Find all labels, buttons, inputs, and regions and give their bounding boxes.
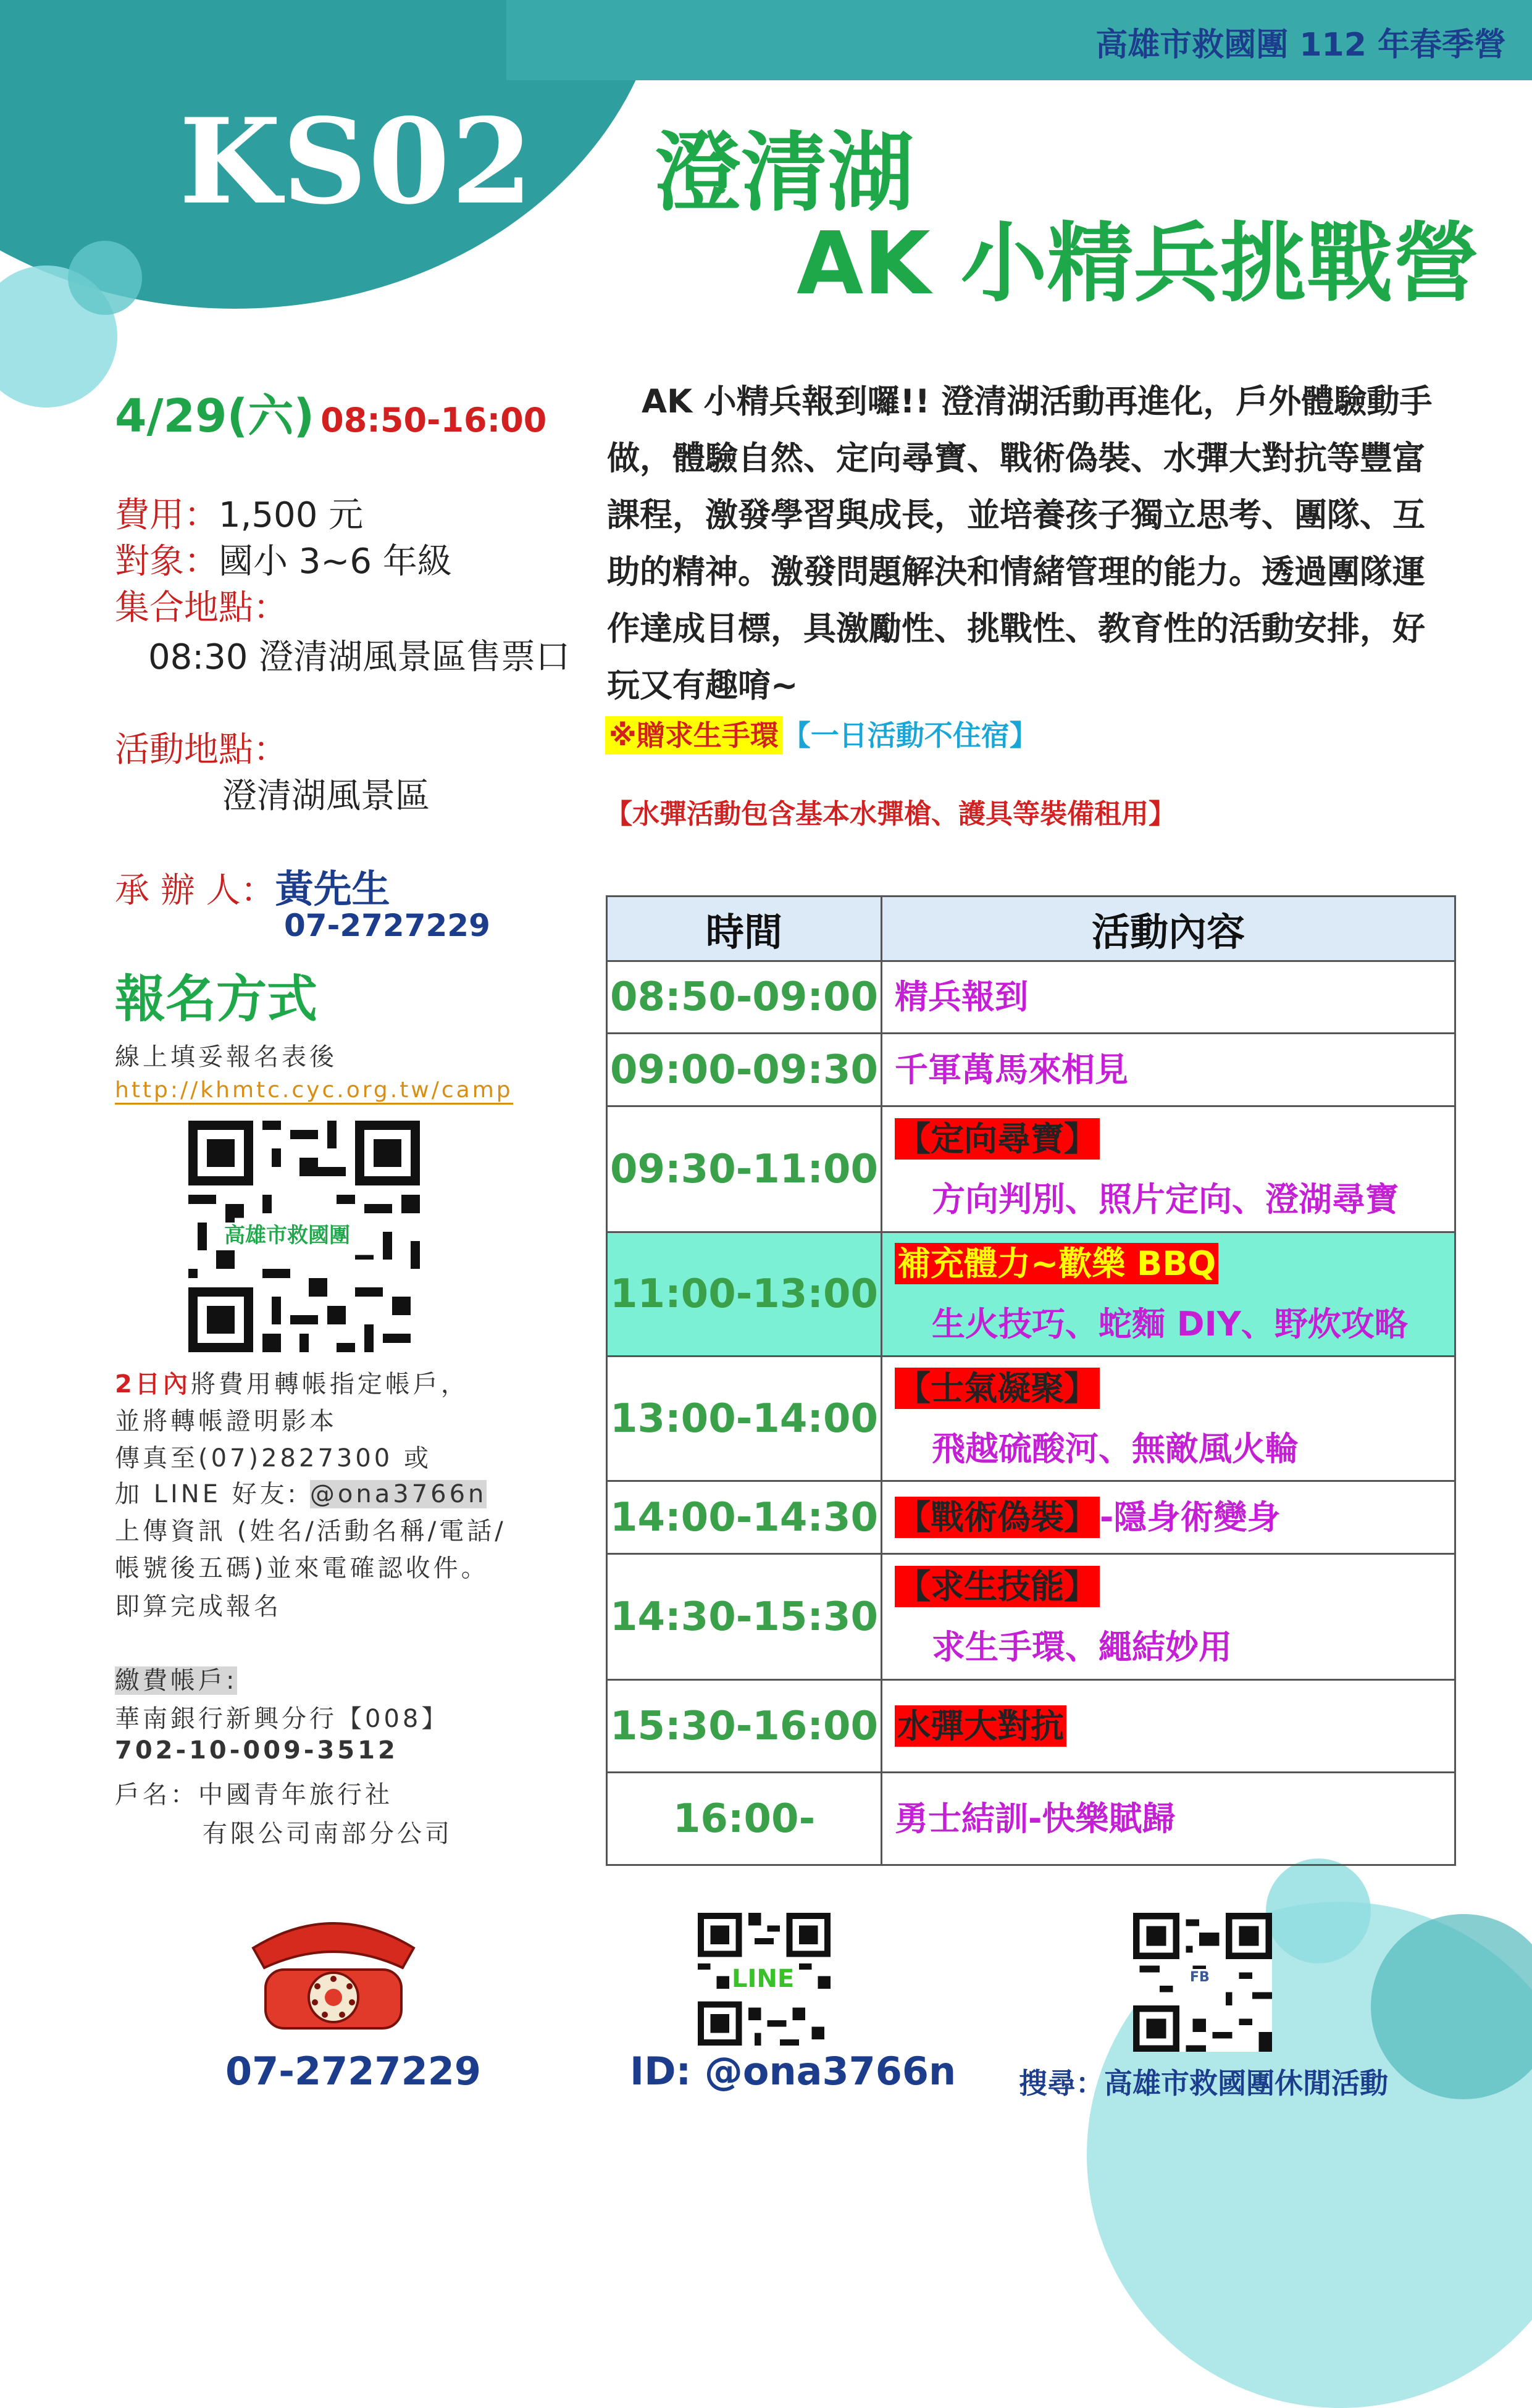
account-label: 繳費帳戶:	[115, 1666, 238, 1695]
title-line-2: AK 小精兵挑戰營	[797, 214, 1480, 314]
equipment-note: 【水彈活動包含基本水彈槍、護具等裝備租用】	[605, 798, 1176, 830]
transfer-note-text: 將費用轉帳指定帳戶，	[190, 1370, 469, 1398]
account-holder-1: 戶名：中國青年旅行社	[115, 1781, 393, 1809]
meet-label: 集合地點：	[115, 588, 288, 628]
transfer-note-6: 帳號後五碼)並來電確認收件。	[115, 1554, 489, 1582]
activity-detail: 生火技巧、蛇麵 DIY、野炊攻略	[932, 1305, 1408, 1344]
schedule-table	[606, 895, 1456, 1866]
target-label: 對象：	[115, 541, 219, 582]
col-header-time: 時間	[607, 897, 882, 961]
header-small-circle	[68, 241, 142, 315]
transfer-note-2: 並將轉帳證明影本	[115, 1407, 337, 1436]
fb-qr-label: FB	[1190, 1970, 1210, 1985]
transfer-note-3: 傳真至(07)2827300 或	[115, 1444, 432, 1473]
table-row	[607, 1481, 1455, 1554]
registration-link[interactable]: http://khmtc.cyc.org.tw/camp	[115, 1077, 513, 1105]
registration-step: 線上填妥報名表後	[115, 1043, 337, 1071]
transfer-note-5: 上傳資訊 (姓名/活動名稱/電話/	[115, 1517, 506, 1545]
footer-search-hint: 搜尋：高雄市救國團休閒活動	[1019, 2067, 1388, 2100]
activity-tag: 【士氣凝聚】	[895, 1368, 1100, 1409]
activity-tag: 【定向尋寶】	[895, 1118, 1100, 1160]
activity-detail: 求生手環、繩結妙用	[932, 1627, 1232, 1666]
deadline-text: 2日內	[115, 1370, 191, 1398]
target-row	[115, 534, 452, 583]
row-activity: 精兵報到	[882, 961, 1455, 1034]
row-time: 14:00-14:30	[607, 1481, 882, 1554]
table-row	[607, 1034, 1455, 1106]
gift-badge: ※贈求生手環	[605, 716, 782, 755]
venue-label: 活動地點：	[115, 730, 288, 770]
contact-phone: 07-2727229	[284, 908, 490, 943]
activity-tag: 【戰術偽裝】	[895, 1497, 1100, 1538]
transfer-note-4	[115, 1474, 487, 1510]
gift-row	[605, 713, 1038, 754]
activity-detail: 飛越硫酸河、無敵風火輪	[932, 1429, 1299, 1468]
event-date	[115, 380, 546, 445]
row-activity	[882, 1232, 1455, 1357]
no-stay-note: 【一日活動不住宿】	[782, 719, 1038, 752]
contact-name: 黃先生	[275, 866, 390, 911]
account-number: 702-10-009-3512	[115, 1736, 398, 1765]
camp-code: KS02	[179, 93, 534, 230]
activity-tag: 【求生技能】	[895, 1566, 1100, 1607]
table-row	[607, 1680, 1455, 1773]
description-body: AK 小精兵報到囉!! 澄清湖活動再進化，戶外體驗動手做，體驗自然、定向尋寶、戰術偽裝、水彈大對抗等豐富課程，激發學習與成長，並培養孩子獨立思考、團隊、互助的精神。激發問題解決和情緒管理的能力。透過團隊運作達成目標，具激勵性、挑戰性、教育性的活動安排，好玩又有趣唷~	[607, 383, 1433, 704]
account-label-row	[115, 1661, 237, 1696]
meet-place: 08:30 澄清湖風景區售票口	[148, 637, 571, 677]
fee-row	[115, 488, 363, 537]
row-time: 15:30-16:00	[607, 1680, 882, 1773]
target-value: 國小 3~6 年級	[219, 541, 452, 582]
row-time: 13:00-14:00	[607, 1357, 882, 1481]
transfer-note-1	[115, 1365, 469, 1400]
fee-value: 1,500 元	[219, 495, 364, 535]
row-activity	[882, 1680, 1455, 1773]
table-row	[607, 1106, 1455, 1232]
line-qr-code	[698, 1913, 831, 2046]
telephone-icon	[241, 1911, 426, 2034]
row-activity	[882, 1481, 1455, 1554]
row-activity: 千軍萬馬來相見	[882, 1034, 1455, 1106]
row-activity	[882, 1554, 1455, 1680]
table-row	[607, 1773, 1455, 1865]
line-qr-label: LINE	[732, 1965, 795, 1993]
footer-small-circle	[1266, 1858, 1371, 1963]
contact-label: 承 辦 人：	[115, 871, 275, 911]
qr-org-label: 高雄市救國團	[224, 1223, 350, 1248]
footer-phone: 07-2727229	[225, 2049, 481, 2094]
bank-name: 華南銀行新興分行【008】	[115, 1705, 450, 1733]
org-season-label: 高雄市救國團 112 年春季營	[1095, 27, 1506, 64]
registration-title: 報名方式	[115, 970, 318, 1029]
col-header-activity: 活動內容	[882, 897, 1455, 961]
schedule-header-row	[607, 897, 1455, 961]
fee-label: 費用：	[115, 495, 219, 535]
activity-tag: 補充體力~歡樂 BBQ	[895, 1243, 1218, 1284]
table-row	[607, 1554, 1455, 1680]
venue-value: 澄清湖風景區	[222, 776, 430, 816]
row-time: 08:50-09:00	[607, 961, 882, 1034]
registration-qr-code	[188, 1121, 420, 1352]
footer-line-id: ID: @ona3766n	[630, 2049, 956, 2094]
contact-row	[115, 858, 390, 913]
row-time: 16:00-	[607, 1773, 882, 1865]
row-time: 09:30-11:00	[607, 1106, 882, 1232]
row-activity	[882, 1106, 1455, 1232]
line-id-highlight: @ona3766n	[309, 1480, 487, 1508]
fb-qr-code	[1133, 1913, 1272, 2052]
transfer-note-7: 即算完成報名	[115, 1592, 282, 1621]
row-time: 11:00-13:00	[607, 1232, 882, 1357]
description-text	[607, 374, 1447, 714]
row-activity: 勇士結訓-快樂賦歸	[882, 1773, 1455, 1865]
activity-tag: 水彈大對抗	[895, 1705, 1066, 1747]
row-time: 09:00-09:30	[607, 1034, 882, 1106]
table-row	[607, 961, 1455, 1034]
activity-detail: -隱身術變身	[1100, 1497, 1281, 1537]
date-text: 4/29(六)	[115, 390, 315, 443]
table-row	[607, 1232, 1455, 1357]
account-holder-2: 有限公司南部分公司	[203, 1820, 453, 1848]
row-time: 14:30-15:30	[607, 1554, 882, 1680]
title-line-1: 澄清湖	[655, 123, 915, 224]
activity-detail: 方向判別、照片定向、澄湖尋寶	[932, 1179, 1399, 1219]
time-range: 08:50-16:00	[320, 401, 547, 440]
row-activity	[882, 1357, 1455, 1481]
line-prefix: 加 LINE 好友:	[115, 1480, 310, 1508]
table-row	[607, 1357, 1455, 1481]
